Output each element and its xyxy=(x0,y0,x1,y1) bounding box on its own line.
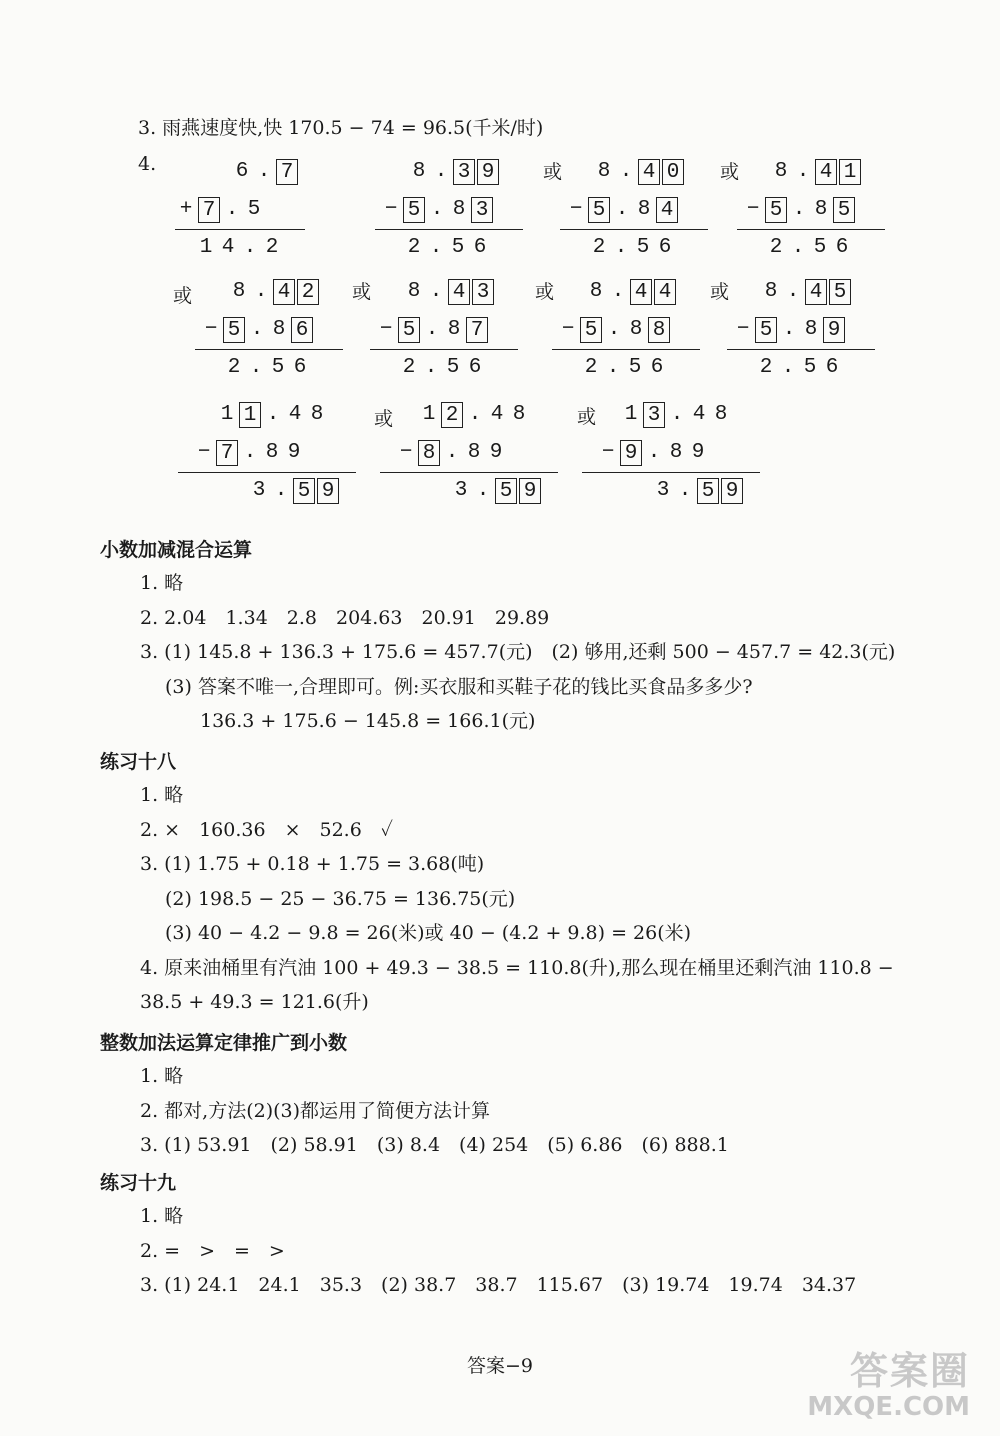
digit: 8 xyxy=(467,441,481,464)
decimal-point: . xyxy=(782,318,796,341)
operand-row xyxy=(375,315,489,345)
operator-sign: − xyxy=(746,198,760,221)
decimal-point: . xyxy=(611,280,625,303)
vertical-problem xyxy=(560,157,708,267)
digit: 4 xyxy=(490,403,504,426)
operator-sign: − xyxy=(384,198,398,221)
digit: 5 xyxy=(628,356,642,379)
result-row xyxy=(580,353,668,383)
answer-digit-box: 5 xyxy=(398,317,420,343)
answer-digit-box: 3 xyxy=(471,197,493,223)
operand-row xyxy=(418,400,530,430)
digit: 5 xyxy=(247,198,261,221)
operator-sign: − xyxy=(399,441,413,464)
digit: 3 xyxy=(454,479,468,502)
digit: 8 xyxy=(447,318,461,341)
digit: 2 xyxy=(407,236,421,259)
digit: 2 xyxy=(759,356,773,379)
answer-line: 1. 略 xyxy=(140,1205,184,1227)
section-title: 练习十八 xyxy=(100,751,177,773)
digit: 6 xyxy=(825,356,839,379)
answer-digit-box: 1 xyxy=(239,402,261,428)
digit: 9 xyxy=(489,441,503,464)
vertical-problem xyxy=(175,157,305,267)
decimal-point: . xyxy=(254,280,268,303)
sum-rule-line xyxy=(727,349,875,350)
or-word: 或 xyxy=(720,161,740,183)
decimal-point: . xyxy=(781,356,795,379)
sum-rule-line xyxy=(552,349,700,350)
sum-rule-line xyxy=(560,229,708,230)
or-word: 或 xyxy=(374,408,394,430)
digit: 9 xyxy=(691,441,705,464)
operand-row xyxy=(770,157,862,187)
answer-digit-box: 2 xyxy=(297,279,319,305)
operand-row xyxy=(620,400,732,430)
sum-rule-line xyxy=(370,349,518,350)
digit: 8 xyxy=(764,280,778,303)
decimal-point: . xyxy=(430,198,444,221)
digit: 5 xyxy=(813,236,827,259)
digit: 9 xyxy=(287,441,301,464)
answer-digit-box: 4 xyxy=(273,279,295,305)
answer-digit-box: 5 xyxy=(588,197,610,223)
digit: 1 xyxy=(422,403,436,426)
answer-digit-box: 9 xyxy=(823,317,845,343)
digit: 5 xyxy=(636,236,650,259)
digit: 1 xyxy=(624,403,638,426)
answer-digit-box: 4 xyxy=(656,197,678,223)
answer-digit-box: 5 xyxy=(580,317,602,343)
answer-digit-box: 6 xyxy=(291,317,313,343)
digit: 6 xyxy=(650,356,664,379)
digit: 8 xyxy=(669,441,683,464)
digit: 1 xyxy=(199,236,213,259)
operator-sign: − xyxy=(204,318,218,341)
operand-row xyxy=(597,438,709,468)
digit: 6 xyxy=(235,160,249,183)
section-title: 整数加法运算定律推广到小数 xyxy=(100,1032,348,1054)
result-row xyxy=(398,353,486,383)
digit: 8 xyxy=(272,318,286,341)
digit: 8 xyxy=(774,160,788,183)
decimal-point: . xyxy=(606,356,620,379)
result-row xyxy=(450,476,542,506)
vertical-problem xyxy=(375,157,523,267)
sum-rule-line xyxy=(178,472,356,473)
operand-row xyxy=(395,438,507,468)
answer-line: 1. 略 xyxy=(140,572,184,594)
operator-sign: − xyxy=(736,318,750,341)
or-word: 或 xyxy=(543,161,563,183)
decimal-point: . xyxy=(250,318,264,341)
vertical-problem xyxy=(737,157,885,267)
answer-line: 136.3 + 175.6 − 145.8 = 166.1(元) xyxy=(200,710,536,732)
answer-digit-box: 0 xyxy=(662,159,684,185)
decimal-point: . xyxy=(243,236,257,259)
digit: 8 xyxy=(804,318,818,341)
digit: 2 xyxy=(584,356,598,379)
digit: 6 xyxy=(835,236,849,259)
watermark-logo: 答案圈 xyxy=(849,1349,970,1393)
decimal-point: . xyxy=(243,441,257,464)
answer-digit-box: 4 xyxy=(815,159,837,185)
answer-digit-box: 7 xyxy=(466,317,488,343)
answer-digit-box: 5 xyxy=(495,478,517,504)
answer-line: 3. (1) 53.91 (2) 58.91 (3) 8.4 (4) 254 (5) 6.86 (6) 888.1 xyxy=(140,1134,729,1156)
decimal-point: . xyxy=(425,318,439,341)
or-word: 或 xyxy=(577,406,597,428)
digit: 8 xyxy=(589,280,603,303)
digit: 1 xyxy=(220,403,234,426)
decimal-point: . xyxy=(647,441,661,464)
result-row xyxy=(765,233,853,263)
decimal-point: . xyxy=(434,160,448,183)
answer-digit-box: 4 xyxy=(805,279,827,305)
or-word: 或 xyxy=(173,285,193,307)
decimal-point: . xyxy=(424,356,438,379)
operator-sign: − xyxy=(569,198,583,221)
result-row xyxy=(223,353,311,383)
decimal-point: . xyxy=(429,236,443,259)
operand-row xyxy=(200,315,314,345)
decimal-point: . xyxy=(225,198,239,221)
decimal-point: . xyxy=(796,160,810,183)
operator-sign: − xyxy=(379,318,393,341)
answer-digit-box: 5 xyxy=(293,478,315,504)
decimal-point: . xyxy=(476,479,490,502)
digit: 8 xyxy=(637,198,651,221)
digit: 5 xyxy=(446,356,460,379)
answer-digit-box: 9 xyxy=(519,478,541,504)
digit: 8 xyxy=(265,441,279,464)
decimal-point: . xyxy=(670,403,684,426)
operand-row xyxy=(175,195,265,225)
decimal-point: . xyxy=(607,318,621,341)
answer-digit-box: 8 xyxy=(648,317,670,343)
vertical-problem xyxy=(370,277,518,387)
result-row xyxy=(652,476,744,506)
answer-line: 2. × 160.36 × 52.6 ✓ xyxy=(140,818,394,841)
digit: 4 xyxy=(221,236,235,259)
digit: 8 xyxy=(412,160,426,183)
digit: 6 xyxy=(658,236,672,259)
answer-digit-box: 3 xyxy=(453,159,475,185)
sum-rule-line xyxy=(175,229,305,230)
answer-digit-box: 4 xyxy=(630,279,652,305)
result-row xyxy=(248,476,340,506)
result-row xyxy=(195,233,283,263)
operator-sign: − xyxy=(561,318,575,341)
answer-digit-box: 5 xyxy=(755,317,777,343)
operand-row xyxy=(593,157,685,187)
decimal-point: . xyxy=(615,198,629,221)
decimal-point: . xyxy=(274,479,288,502)
answer-line: 2. 2.04 1.34 2.8 204.63 20.91 29.89 xyxy=(140,606,550,629)
answer-digit-box: 5 xyxy=(403,197,425,223)
operand-row xyxy=(732,315,846,345)
decimal-point: . xyxy=(619,160,633,183)
decimal-point: . xyxy=(257,160,271,183)
vertical-problem xyxy=(195,277,343,387)
digit: 6 xyxy=(293,356,307,379)
q3-answer: 3. 雨燕速度快,快 170.5 − 74 = 96.5(千米/时) xyxy=(138,117,544,139)
operand-row xyxy=(216,400,328,430)
answer-line: 3. (1) 1.75 + 0.18 + 1.75 = 3.68(吨) xyxy=(140,853,485,875)
operand-row xyxy=(231,157,299,187)
answer-line: 3. (1) 145.8 + 136.3 + 175.6 = 457.7(元) (2) 够用,还剩 500 − 457.7 = 42.3(元) xyxy=(140,641,896,663)
vertical-problem xyxy=(178,400,356,510)
digit: 6 xyxy=(468,356,482,379)
operand-row xyxy=(380,195,494,225)
decimal-point: . xyxy=(266,403,280,426)
answer-digit-box: 7 xyxy=(276,159,298,185)
answer-digit-box: 2 xyxy=(441,402,463,428)
sum-rule-line xyxy=(737,229,885,230)
result-row xyxy=(755,353,843,383)
vertical-problem xyxy=(552,277,700,387)
decimal-point: . xyxy=(791,236,805,259)
digit: 2 xyxy=(265,236,279,259)
operand-row xyxy=(403,277,495,307)
sum-rule-line xyxy=(195,349,343,350)
digit: 5 xyxy=(451,236,465,259)
digit: 8 xyxy=(512,403,526,426)
operator-sign: − xyxy=(601,441,615,464)
answer-digit-box: 7 xyxy=(216,440,238,466)
answer-digit-box: 5 xyxy=(765,197,787,223)
answer-digit-box: 1 xyxy=(839,159,861,185)
operand-row xyxy=(228,277,320,307)
answer-digit-box: 9 xyxy=(477,159,499,185)
or-word: 或 xyxy=(352,281,372,303)
decimal-point: . xyxy=(614,236,628,259)
answer-digit-box: 9 xyxy=(721,478,743,504)
answer-digit-box: 7 xyxy=(198,197,220,223)
digit: 3 xyxy=(252,479,266,502)
operand-row xyxy=(193,438,305,468)
digit: 8 xyxy=(597,160,611,183)
digit: 8 xyxy=(310,403,324,426)
answer-digit-box: 3 xyxy=(472,279,494,305)
decimal-point: . xyxy=(429,280,443,303)
answer-digit-box: 8 xyxy=(418,440,440,466)
digit: 2 xyxy=(769,236,783,259)
operand-row xyxy=(742,195,856,225)
result-row xyxy=(588,233,676,263)
page-number: 答案−9 xyxy=(466,1355,533,1377)
answer-digit-box: 4 xyxy=(448,279,470,305)
decimal-point: . xyxy=(786,280,800,303)
digit: 8 xyxy=(714,403,728,426)
answer-digit-box: 9 xyxy=(620,440,642,466)
digit: 8 xyxy=(629,318,643,341)
answer-digit-box: 4 xyxy=(638,159,660,185)
section-title: 小数加减混合运算 xyxy=(100,539,253,561)
operand-row xyxy=(557,315,671,345)
digit: 2 xyxy=(592,236,606,259)
operator-sign: − xyxy=(197,441,211,464)
answer-digit-box: 9 xyxy=(317,478,339,504)
digit: 2 xyxy=(402,356,416,379)
digit: 2 xyxy=(227,356,241,379)
digit: 6 xyxy=(473,236,487,259)
answer-line: (3) 40 − 4.2 − 9.8 = 26(米)或 40 − (4.2 + 9.8) = 26(米) xyxy=(165,922,692,944)
answer-line: 2. = > = > xyxy=(140,1239,285,1262)
answer-digit-box: 5 xyxy=(833,197,855,223)
answer-line: 1. 略 xyxy=(140,784,184,806)
digit: 8 xyxy=(407,280,421,303)
answer-line: 38.5 + 49.3 = 121.6(升) xyxy=(140,991,369,1013)
answer-digit-box: 4 xyxy=(654,279,676,305)
or-word: 或 xyxy=(535,281,555,303)
digit: 5 xyxy=(271,356,285,379)
watermark-url: MXQE.COM xyxy=(807,1392,970,1422)
result-row xyxy=(403,233,491,263)
answer-digit-box: 5 xyxy=(829,279,851,305)
operand-row xyxy=(760,277,852,307)
digit: 5 xyxy=(803,356,817,379)
sum-rule-line xyxy=(375,229,523,230)
answer-line: 4. 原来油桶里有汽油 100 + 49.3 − 38.5 = 110.8(升),那么现在桶里还剩汽油 110.8 − xyxy=(140,956,894,979)
q4-label: 4. xyxy=(138,153,157,175)
operand-row xyxy=(408,157,500,187)
digit: 8 xyxy=(452,198,466,221)
digit: 8 xyxy=(814,198,828,221)
sum-rule-line xyxy=(582,472,760,473)
operator-sign: + xyxy=(179,198,193,221)
section-title: 练习十九 xyxy=(100,1172,177,1194)
sum-rule-line xyxy=(380,472,558,473)
decimal-point: . xyxy=(468,403,482,426)
answer-line: 1. 略 xyxy=(140,1065,184,1087)
digit: 4 xyxy=(692,403,706,426)
answer-digit-box: 5 xyxy=(697,478,719,504)
answer-digit-box: 5 xyxy=(223,317,245,343)
operand-row xyxy=(565,195,679,225)
decimal-point: . xyxy=(792,198,806,221)
answer-line: (2) 198.5 − 25 − 36.75 = 136.75(元) xyxy=(165,887,516,910)
vertical-problem xyxy=(380,400,558,510)
decimal-point: . xyxy=(445,441,459,464)
answer-line: 2. 都对,方法(2)(3)都运用了简便方法计算 xyxy=(140,1099,491,1122)
answer-line: 3. (1) 24.1 24.1 35.3 (2) 38.7 38.7 115.67 (3) 19.74 19.74 34.37 xyxy=(140,1274,857,1296)
digit: 3 xyxy=(656,479,670,502)
or-word: 或 xyxy=(710,281,730,303)
answer-digit-box: 3 xyxy=(643,402,665,428)
digit: 4 xyxy=(288,403,302,426)
decimal-point: . xyxy=(249,356,263,379)
answer-line: (3) 答案不唯一,合理即可。例:买衣服和买鞋子花的钱比买食品多多少? xyxy=(165,675,753,698)
digit: 8 xyxy=(232,280,246,303)
vertical-problem xyxy=(582,400,760,510)
vertical-problem xyxy=(727,277,875,387)
operand-row xyxy=(585,277,677,307)
decimal-point: . xyxy=(678,479,692,502)
